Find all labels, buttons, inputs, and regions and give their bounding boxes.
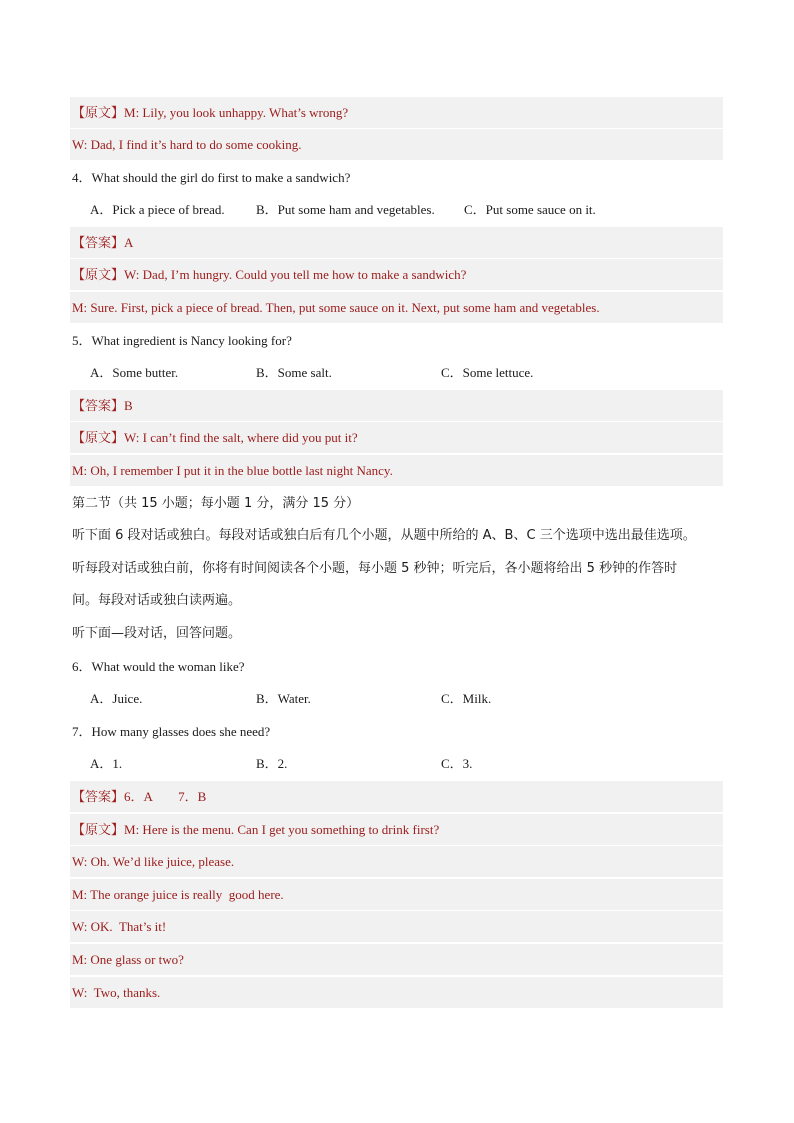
option-c: C．3. bbox=[441, 756, 473, 771]
transcript-text: W: Dad, I find it’s hard to do some cooking. bbox=[72, 137, 302, 152]
section-instructions-2: 听每段对话或独白前，你将有时间阅读各个小题，每小题 5 秒钟；听完后，各小题将给出 5 秒钟的作答时 bbox=[72, 561, 678, 576]
transcript-line: M: The orange juice is really good here. bbox=[70, 879, 723, 911]
option-a: A．Pick a piece of bread. bbox=[90, 202, 225, 217]
option-a: A．1. bbox=[90, 756, 123, 771]
section-instructions-1: 听下面 6 段对话或独白。每段对话或独白后有几个小题，从题中所给的 A、B、C 三个选项中选出最佳选项。 bbox=[72, 528, 696, 543]
transcript-text: M: Lily, you look unhappy. What’s wrong? bbox=[124, 105, 349, 120]
option-a: A．Some butter. bbox=[90, 365, 179, 380]
transcript-text: M: Oh, I remember I put it in the blue bottle last night Nancy. bbox=[72, 463, 393, 478]
question-7-stem: 7．How many glasses does she need? bbox=[72, 724, 271, 739]
section-instructions-3: 间。每段对话或独白读两遍。 bbox=[72, 593, 242, 608]
transcript-line bbox=[70, 814, 723, 846]
yuanwen-tag: 【原文】 bbox=[72, 431, 125, 446]
section-heading: 第二节（共 15 小题；每小题 1 分，满分 15 分） bbox=[72, 496, 360, 511]
option-b: B．Put some ham and vegetables. bbox=[256, 202, 435, 217]
transcript-text: W: I can’t find the salt, where did you put it? bbox=[124, 430, 358, 445]
daan-tag: 【答案】 bbox=[72, 236, 125, 251]
option-b: B．Water. bbox=[256, 691, 311, 706]
transcript-text: W: Dad, I’m hungry. Could you tell me how to make a sandwich? bbox=[124, 267, 467, 282]
transcript-line bbox=[70, 129, 723, 161]
answer-line bbox=[70, 390, 723, 422]
answer-value: B bbox=[124, 398, 133, 413]
transcript-line: W: OK. That’s it! bbox=[70, 911, 723, 943]
transcript-line: M: One glass or two? bbox=[70, 944, 723, 976]
question-7-options bbox=[70, 748, 723, 780]
transcript-text: M: Here is the menu. Can I get you something to drink first? bbox=[124, 822, 440, 837]
answer-line bbox=[70, 781, 723, 813]
yuanwen-tag: 【原文】 bbox=[72, 106, 125, 121]
option-c: C．Some lettuce. bbox=[441, 365, 534, 380]
transcript-line bbox=[70, 97, 723, 129]
yuanwen-tag: 【原文】 bbox=[72, 268, 125, 283]
dialog-intro: 听下面—段对话，回答问题。 bbox=[72, 626, 242, 641]
transcript-text: M: Sure. First, pick a piece of bread. Then, put some sauce on it. Next, put some ham and vegetables. bbox=[72, 300, 600, 315]
transcript-line: W: Two, thanks. bbox=[70, 977, 723, 1009]
question-4-stem: 4．What should the girl do first to make a sandwich? bbox=[72, 170, 351, 185]
answer-line bbox=[70, 227, 723, 259]
question-4-options bbox=[70, 194, 723, 226]
question-6-stem: 6．What would the woman like? bbox=[72, 659, 245, 674]
answer-value: 6．A 7．B bbox=[124, 789, 207, 804]
option-a: A．Juice. bbox=[90, 691, 143, 706]
transcript-line bbox=[70, 259, 723, 291]
daan-tag: 【答案】 bbox=[72, 399, 125, 414]
question-6-options bbox=[70, 683, 723, 715]
option-b: B．2. bbox=[256, 756, 288, 771]
transcript-line: W: Oh. We’d like juice, please. bbox=[70, 846, 723, 878]
question-5-stem: 5．What ingredient is Nancy looking for? bbox=[72, 333, 292, 348]
transcript-line bbox=[70, 455, 723, 487]
transcript-line bbox=[70, 422, 723, 454]
yuanwen-tag: 【原文】 bbox=[72, 823, 125, 838]
option-c: C．Put some sauce on it. bbox=[464, 202, 596, 217]
option-c: C．Milk. bbox=[441, 691, 492, 706]
answer-value: A bbox=[124, 235, 134, 250]
daan-tag: 【答案】 bbox=[72, 790, 125, 805]
option-b: B．Some salt. bbox=[256, 365, 332, 380]
question-5-options bbox=[70, 357, 723, 389]
transcript-line bbox=[70, 292, 723, 324]
